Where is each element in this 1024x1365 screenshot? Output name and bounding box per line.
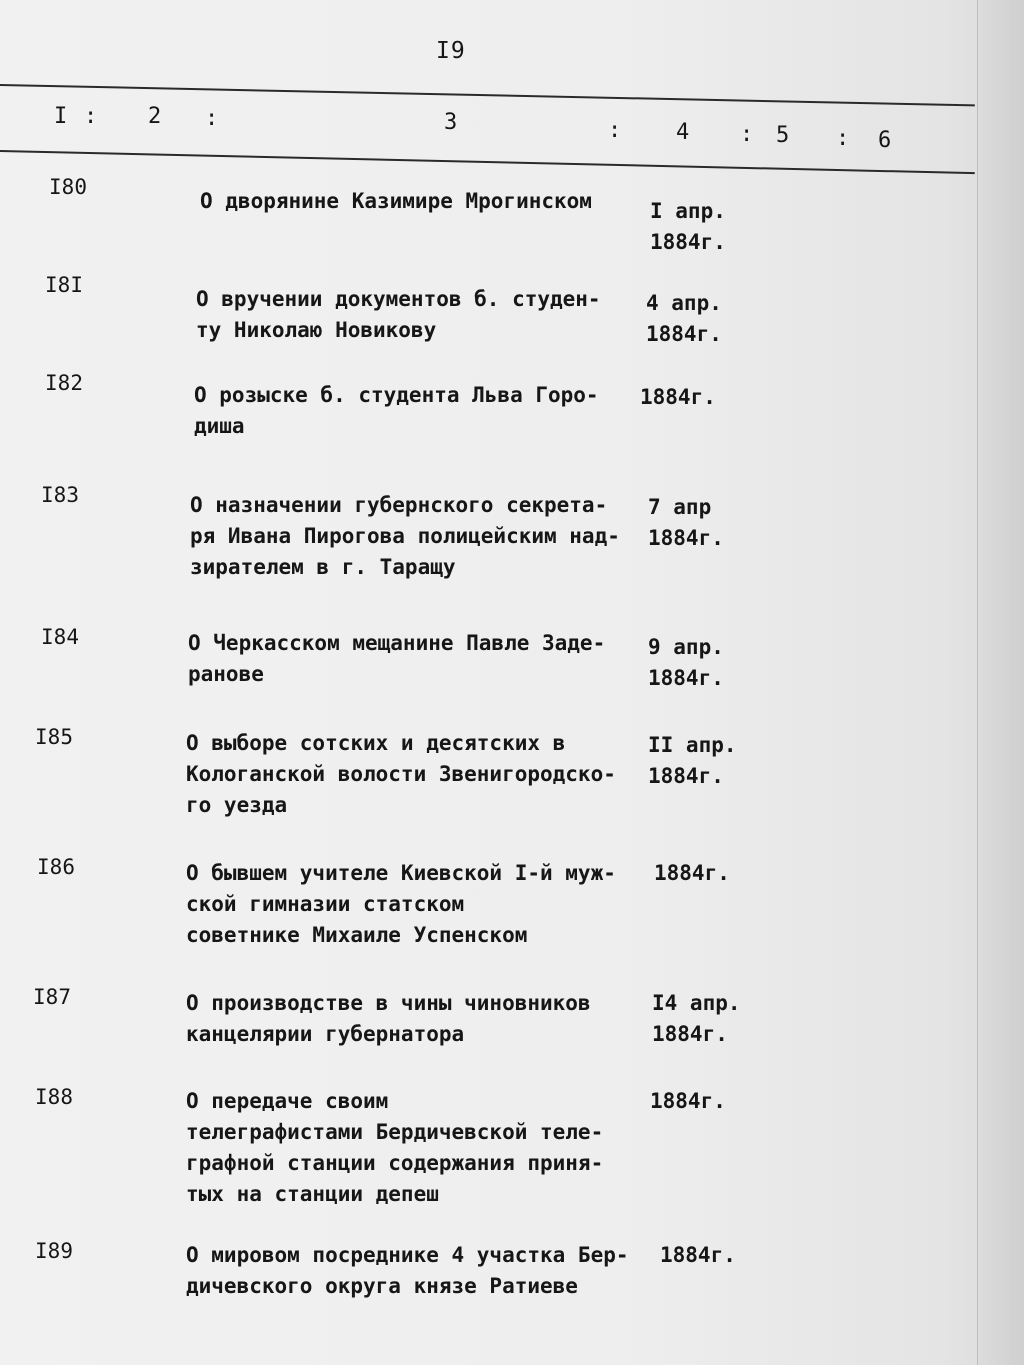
column-number-6: 6 xyxy=(878,128,892,153)
entry-date: 7 апр 1884г. xyxy=(648,495,724,550)
page-number: I9 xyxy=(436,38,466,64)
entry-title: О Черкасском мещанине Павле Заде- ранове xyxy=(188,631,606,686)
column-number-3: 3 xyxy=(444,110,458,135)
entry-date: 1884г. xyxy=(650,1089,726,1113)
entry-date: 1884г. xyxy=(654,861,730,885)
column-number-1: I xyxy=(54,104,68,129)
column-separator: : xyxy=(205,106,219,131)
column-separator: : xyxy=(836,126,850,151)
column-number-2: 2 xyxy=(148,104,162,129)
entry-title: О розыске б. студента Льва Горо- диша xyxy=(194,383,599,438)
column-separator: : xyxy=(608,118,622,143)
entry-title: О мировом посреднике 4 участка Бер- дичевского округа князе Ратиеве xyxy=(186,1243,629,1298)
entry-date: 9 апр. 1884г. xyxy=(648,635,724,690)
header-bottom-rule xyxy=(0,150,975,174)
column-number-4: 4 xyxy=(676,120,690,145)
page-edge xyxy=(977,0,1024,1365)
entry-date: I4 апр. 1884г. xyxy=(652,991,741,1046)
column-number-5: 5 xyxy=(776,123,790,148)
column-separator: : xyxy=(84,104,98,129)
entry-number: I88 xyxy=(35,1085,73,1109)
entry-title: О назначении губернского секрета- ря Ивана Пирогова полицейским над- зирателем в г. Таращу xyxy=(190,493,620,579)
entry-title: О бывшем учителе Киевской I-й муж- ской гимназии статском советнике Михаиле Успенском xyxy=(186,861,616,947)
header-top-rule xyxy=(0,84,975,106)
entry-date: II апр. 1884г. xyxy=(648,733,737,788)
entry-number: I80 xyxy=(49,175,87,199)
entry-date: 1884г. xyxy=(640,385,716,409)
entry-number: I8I xyxy=(45,273,83,297)
entry-date: 4 апр. 1884г. xyxy=(646,291,722,346)
entry-number: I83 xyxy=(41,483,79,507)
entry-title: О передаче своим телеграфистами Бердичевской теле- графной станции содержания приня- тых на станции депеш xyxy=(186,1089,604,1206)
entry-title: О дворянине Казимире Мрогинском xyxy=(200,189,592,213)
entry-title: О вручении документов б. студен- ту Николаю Новикову xyxy=(196,287,601,342)
entry-number: I87 xyxy=(33,985,71,1009)
entry-title: О выборе сотских и десятских в Кологанской волости Звенигородско- го уезда xyxy=(186,731,616,817)
entry-title: О производстве в чины чиновников канцелярии губернатора xyxy=(186,991,591,1046)
entry-number: I89 xyxy=(35,1239,73,1263)
entry-number: I84 xyxy=(41,625,79,649)
column-separator: : xyxy=(740,122,754,147)
entry-number: I82 xyxy=(45,371,83,395)
entry-date: 1884г. xyxy=(660,1243,736,1267)
entry-date: I апр. 1884г. xyxy=(650,199,726,254)
entry-number: I85 xyxy=(35,725,73,749)
entry-number: I86 xyxy=(37,855,75,879)
